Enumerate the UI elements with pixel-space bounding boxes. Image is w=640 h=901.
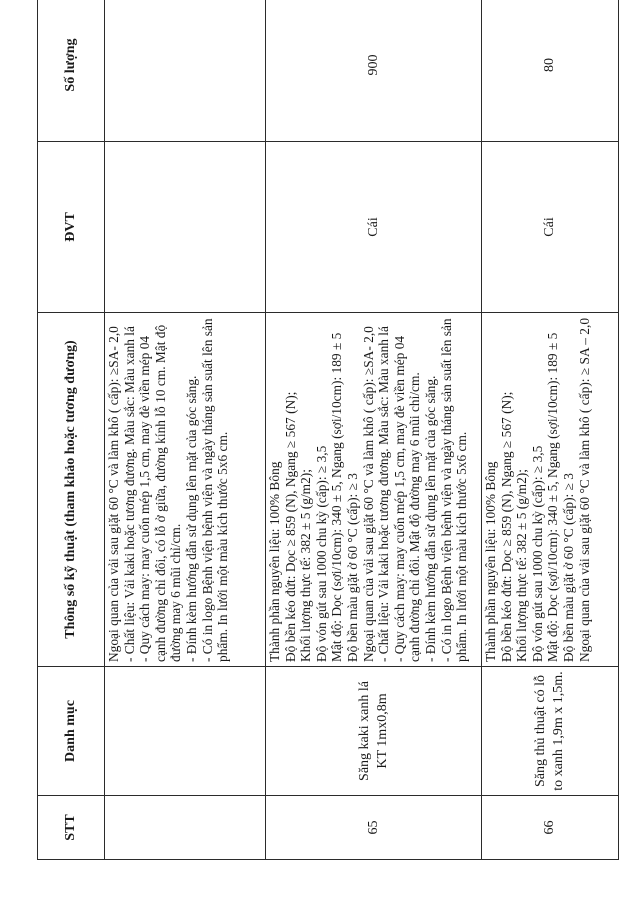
spec-table — [37, 0, 619, 860]
spec-line: Mật độ: Dọc (sợi/10cm): 340 ± 5, Ngang (sợi/10cm): 189 ± 5 — [545, 332, 561, 662]
spec-line: Ngoại quan của vải sau giặt 60 °C và làm khô ( cấp): ≥SA- 2,0 — [360, 326, 376, 662]
spec-line: Khối lượng thực tế: 382 ± 5 (g/m2); — [298, 469, 314, 662]
cell-spec — [266, 313, 482, 667]
spec-line: Độ bền màu giặt ở 60 °C (cấp): ≥ 3 — [560, 473, 576, 662]
cell-spec — [482, 313, 619, 667]
spec-line: Độ vón gút sau 1000 chu kỳ (cấp): ≥ 3,5 — [313, 445, 329, 662]
table-row — [482, 0, 619, 860]
cell-so-luong: 900 — [266, 0, 482, 142]
spec-line: - Chất liệu: Vải kaki hoặc tương đương. Màu sắc: Màu xanh lá — [376, 326, 392, 662]
spec-line: Ngoại quan của vải sau giặt 60 °C và làm khô ( cấp): ≥SA- 2,0 — [106, 326, 121, 662]
spec-line: - Đính kèm hướng dẫn sử dụng lên mặt của góc săng. — [183, 375, 199, 662]
spec-line: - Chất liệu: Vải kaki hoặc tương đương. Màu sắc: Màu xanh lá — [121, 326, 137, 662]
spec-line: Ngoại quan của vải sau giặt 60 °C và làm khô ( cấp): ≥ SA – 2,0 — [576, 317, 592, 662]
spec-line: Độ bền kéo đứt: Dọc ≥ 859 (N), Ngang ≥ 567 (N); — [282, 391, 298, 662]
spec-line: - Có in logo Bệnh viện bệnh viện và ngày tháng sản suất lên sản phẩm. In lưới một màu kích thước 5x6 cm. — [199, 318, 231, 662]
header-dvt: ĐVT — [38, 142, 105, 313]
cell-stt: 66 — [482, 796, 619, 860]
table-row — [105, 0, 266, 860]
spec-line: - Có in logo Bệnh viện bệnh viện và ngày tháng sản suất lên sản phẩm. In lưới một màu kích thước 5x6 cm. — [438, 318, 470, 662]
cell-stt — [105, 796, 266, 860]
header-stt: STT — [38, 796, 105, 860]
spec-line: Thành phần nguyên liệu: 100% Bông — [483, 461, 498, 662]
spec-line: Độ bền màu giặt ở 60 °C (cấp): ≥ 3 — [344, 473, 360, 662]
spec-line: Khối lượng thực tế: 382 ± 5 (g/m2); — [514, 469, 530, 662]
cell-dvt — [105, 142, 266, 313]
cell-danh-muc: Săng thủ thuật có lỗ to xanh 1,9m x 1,5m. — [482, 667, 619, 796]
header-thong-so: Thông số kỹ thuật (tham khảo hoặc tương đương) — [38, 313, 105, 667]
table-row — [266, 0, 482, 860]
cell-so-luong — [105, 0, 266, 142]
spec-line: Độ bền kéo đứt: Dọc ≥ 859 (N), Ngang ≥ 567 (N); — [498, 391, 514, 662]
cell-so-luong: 80 — [482, 0, 619, 142]
cell-dvt: Cái — [266, 142, 482, 313]
cell-spec — [105, 313, 266, 667]
header-row — [38, 0, 105, 860]
spec-line: - Quy cách may: may cuốn mép 1,5 cm, may đè viền mép 04 cạnh đường chỉ đôi. Mật độ đường may 6 mũi chỉ/cm. — [391, 335, 423, 662]
cell-stt: 65 — [266, 796, 482, 860]
cell-danh-muc: Săng kaki xanh lá KT 1mx0,8m — [266, 667, 482, 796]
header-so-luong: Số lượng — [38, 0, 105, 142]
spec-line: Thành phần nguyên liệu: 100% Bông — [267, 461, 282, 662]
cell-dvt: Cái — [482, 142, 619, 313]
header-danh-muc: Danh mục — [38, 667, 105, 796]
spec-line: Độ vón gút sau 1000 chu kỳ (cấp): ≥ 3,5 — [529, 445, 545, 662]
rotated-table-container — [37, 33, 607, 860]
spec-line: - Quy cách may: may cuốn mép 1,5 cm, may đè viền mép 04 cạnh đường chỉ đôi, có lỗ ở giữa, đường kính lỗ 10 cm. Mật độ đường may 6 mũi chỉ/cm. — [137, 324, 184, 662]
cell-danh-muc — [105, 667, 266, 796]
spec-line: Mật độ: Dọc (sợi/10cm): 340 ± 5, Ngang (sợi/10cm): 189 ± 5 — [329, 332, 345, 662]
spec-line: - Đính kèm hướng dẫn sử dụng lên mặt của góc săng. — [422, 375, 438, 662]
